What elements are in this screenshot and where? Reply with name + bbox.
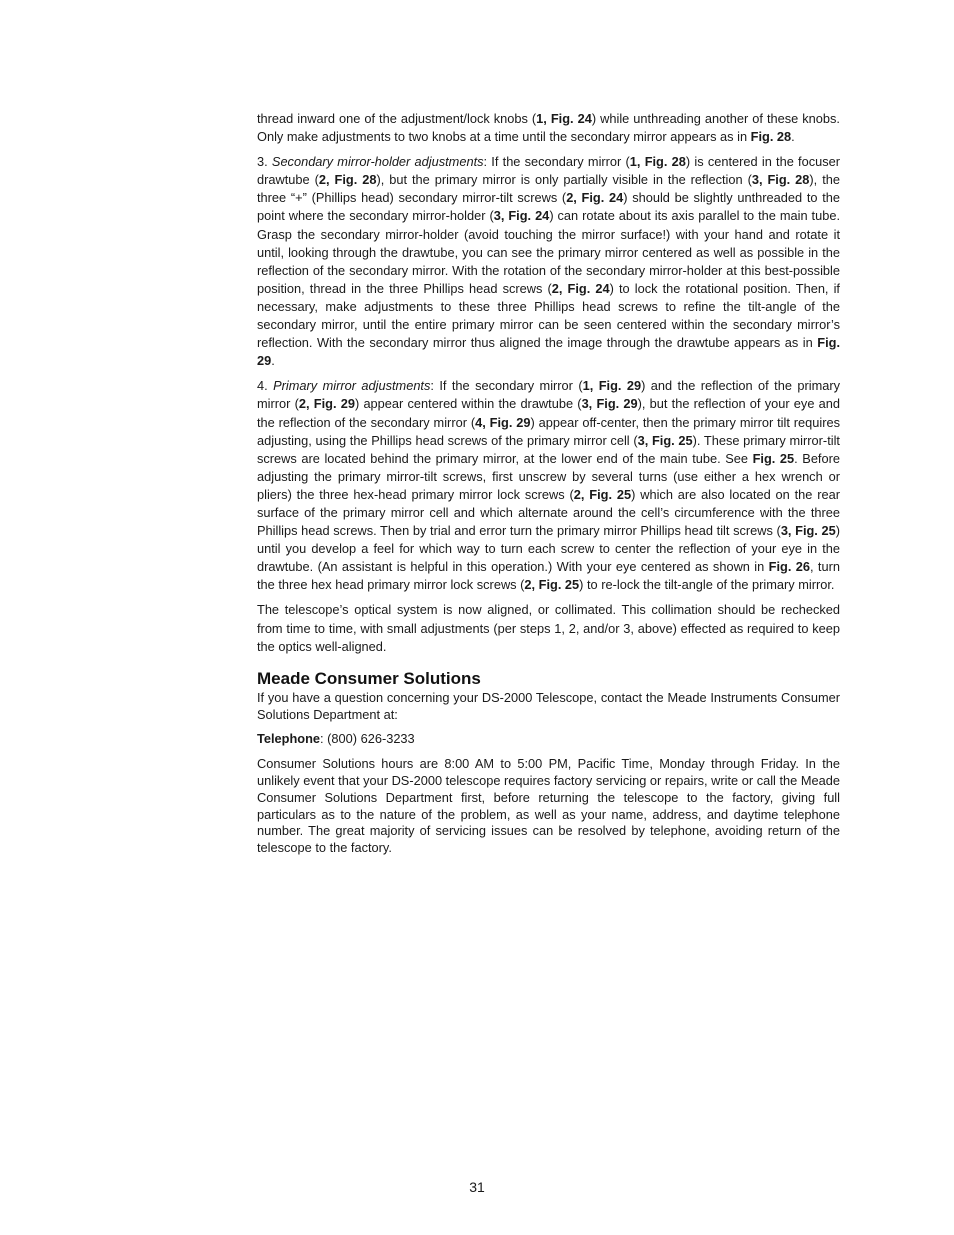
telephone-line xyxy=(257,731,840,748)
step-3-secondary-holder: 3. Secondary mirror-holder adjustments: If the secondary mirror (1, Fig. 28) is centered in the focuser drawtube (2, Fig. 28), but the primary mirror is only partially visible in the reflection (3, Fig. 28), the three “+” (Phillips head) secondary mirror-tilt screws (2, Fig. 24) should be slightly unthreaded to the point where the secondary mirror-holder (3, Fig. 24) can rotate about its axis parallel to the main tube. Grasp the secondary mirror-holder (avoid touching the mirror surface!) with your hand and rotate it until, looking through the drawtube, you can see the primary mirror centered as well as possible in the reflection of the secondary mirror. With the rotation of the secondary mirror-holder at this best-possible position, thread in the three Phillips head screws (2, Fig. 24) to lock the rotational position. Then, if necessary, make adjustments to these three Phillips head screws to refine the tilt-angle of the secondary mirror, until the entire primary mirror can be seen centered within the secondary mirror’s reflection. With the secondary mirror thus aligned the image through the drawtube appears as in Fig. 29. xyxy=(257,154,841,369)
contact-intro: If you have a question concerning your DS-2000 Telescope, contact the Meade Instruments Consumer Solutions Department at: xyxy=(257,689,840,722)
telephone-label: Telephone xyxy=(257,731,321,747)
section-heading: Meade Consumer Solutions xyxy=(257,668,481,688)
collimation-step-continued: thread inward one of the adjustment/lock knobs (1, Fig. 24) while unthreading another of these knobs. Only make adjustments to two knobs at a time until the secondary mirror appears as in Fig. 28. xyxy=(257,111,840,145)
step-4-primary-mirror: 4. Primary mirror adjustments: If the secondary mirror (1, Fig. 29) and the reflection of the primary mirror (2, Fig. 29) appear centered within the drawtube (3, Fig. 29), but the reflection of your eye and the reflection of the secondary mirror (4, Fig. 29) appear off-center, then the primary mirror tilt requires adjusting, using the Phillips head screws of the primary mirror cell (3, Fig. 25). These primary mirror-tilt screws are located behind the primary mirror, at the lower end of the main tube. See Fig. 25. Before adjusting the primary mirror-tilt screws, first unscrew by several turns (use either a hex wrench or pliers) the three hex-head primary mirror lock screws (2, Fig. 25) which are also located on the rear surface of the primary mirror cell and which alternate around the cell’s circumference with the three Phillips head screws. Then by trial and error turn the primary mirror Phillips head tilt screws (3, Fig. 25) until you develop a feel for which way to turn each screw to center the reflection of your eye in the drawtube. (An assistant is helpful in this operation.) With your eye centered as shown in Fig. 26, turn the three hex head primary mirror lock screws (2, Fig. 25) to re-lock the tilt-angle of the primary mirror. xyxy=(257,378,841,593)
service-hours-paragraph: Consumer Solutions hours are 8:00 AM to 5:00 PM, Pacific Time, Monday through Friday. In the unlikely event that your DS-2000 telescope requires factory servicing or repairs, write or call the Meade Consumer Solutions Department first, before returning the telescope to the factory, giving full particulars as to the nature of the problem, as well as your name, address, and daytime telephone number. The great majority of servicing issues can be resolved by telephone, avoiding return of the telescope to the factory. xyxy=(257,756,840,856)
telephone-number: : (800) 626-3233 xyxy=(320,731,415,747)
page-number: 31 xyxy=(469,1179,485,1195)
collimation-summary: The telescope’s optical system is now aligned, or collimated. This collimation should be rechecked from time to time, with small adjustments (per steps 1, 2, and/or 3, above) effected as required to keep the optics well-aligned. xyxy=(257,602,840,654)
page-content xyxy=(257,110,840,865)
